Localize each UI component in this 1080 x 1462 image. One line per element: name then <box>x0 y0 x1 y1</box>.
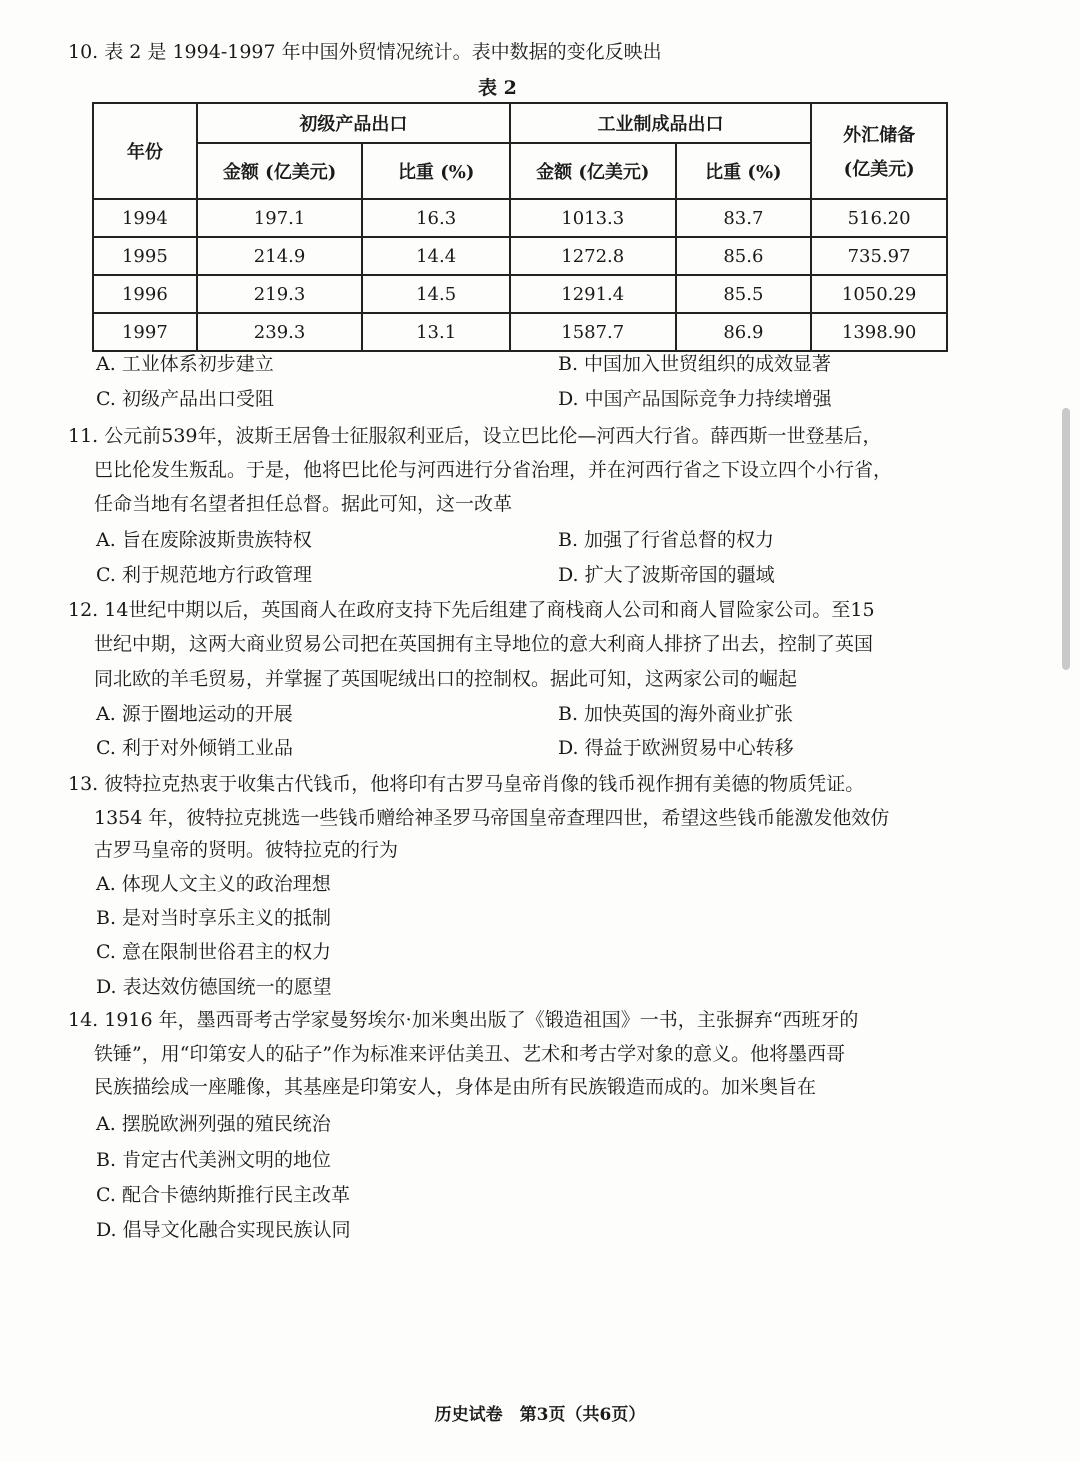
cell-manufactured-amount: 1291.4 <box>510 275 676 313</box>
q12-option-b: B. 加快英国的海外商业扩张 <box>558 703 794 725</box>
cell-primary-share: 14.5 <box>362 275 510 313</box>
header-forex-reserve <box>811 103 947 199</box>
cell-manufactured-share: 83.7 <box>676 199 812 237</box>
q13-option-c: C. 意在限制世俗君主的权力 <box>96 941 331 963</box>
q12-option-c: C. 利于对外倾销工业品 <box>96 737 293 759</box>
q10-option-c: C. 初级产品出口受阻 <box>96 388 274 410</box>
table-row <box>93 275 947 313</box>
cell-primary-amount: 214.9 <box>197 237 363 275</box>
cell-primary-amount: 219.3 <box>197 275 363 313</box>
cell-year: 1995 <box>93 237 197 275</box>
q14-option-c: C. 配合卡德纳斯推行民主改革 <box>96 1184 350 1206</box>
table-caption: 表 2 <box>478 77 517 99</box>
cell-year: 1997 <box>93 313 197 351</box>
cell-primary-share: 13.1 <box>362 313 510 351</box>
question-12-line2: 世纪中期，这两大商业贸易公司把在英国拥有主导地位的意大利商人排挤了出去，控制了英国 <box>94 633 874 655</box>
q10-option-b: B. 中国加入世贸组织的成效显著 <box>558 353 832 375</box>
table-row <box>93 237 947 275</box>
question-14-line2: 铁锤”，用“印第安人的砧子”作为标准来评估美丑、艺术和考古学对象的意义。他将墨西哥 <box>94 1043 846 1065</box>
cell-manufactured-share: 86.9 <box>676 313 812 351</box>
table-row <box>93 199 947 237</box>
page-footer: 历史试卷 第3页（共6页） <box>434 1405 646 1425</box>
q12-option-d: D. 得益于欧洲贸易中心转移 <box>558 737 794 759</box>
question-11-line3: 任命当地有名望者担任总督。据此可知，这一改革 <box>94 493 513 515</box>
q11-option-d: D. 扩大了波斯帝国的疆域 <box>558 564 775 586</box>
q12-option-a: A. 源于圈地运动的开展 <box>96 703 293 725</box>
cell-reserve: 1050.29 <box>811 275 947 313</box>
cell-year: 1996 <box>93 275 197 313</box>
header-primary-amount: 金额 (亿美元) <box>197 143 363 199</box>
cell-reserve: 1398.90 <box>811 313 947 351</box>
question-13-line2: 1354 年，彼特拉克挑选一些钱币赠给神圣罗马帝国皇帝查理四世，希望这些钱币能激发他效仿 <box>94 807 890 829</box>
cell-reserve: 735.97 <box>811 237 947 275</box>
header-manufactured-export: 工业制成品出口 <box>510 103 811 143</box>
scrollbar-thumb[interactable] <box>1062 408 1070 670</box>
question-14-line1: 14. 1916 年，墨西哥考古学家曼努埃尔·加米奥出版了《锻造祖国》一书，主张摒弃“西班牙的 <box>68 1009 859 1031</box>
question-13-line1: 13. 彼特拉克热衷于收集古代钱币，他将印有古罗马皇帝肖像的钱币视作拥有美德的物质凭证。 <box>68 773 865 795</box>
cell-manufactured-share: 85.5 <box>676 275 812 313</box>
q11-option-b: B. 加强了行省总督的权力 <box>558 529 775 551</box>
question-10-stem: 10. 表 2 是 1994-1997 年中国外贸情况统计。表中数据的变化反映出 <box>68 41 662 63</box>
header-primary-share: 比重 (%) <box>362 143 510 199</box>
header-forex-reserve-line2: (亿美元) <box>843 159 915 180</box>
cell-manufactured-amount: 1587.7 <box>510 313 676 351</box>
q13-option-a: A. 体现人文主义的政治理想 <box>96 873 331 895</box>
question-14-line3: 民族描绘成一座雕像，其基座是印第安人，身体是由所有民族锻造而成的。加米奥旨在 <box>94 1076 817 1098</box>
q10-option-d: D. 中国产品国际竞争力持续增强 <box>558 388 832 410</box>
cell-primary-amount: 239.3 <box>197 313 363 351</box>
q13-option-d: D. 表达效仿德国统一的愿望 <box>96 976 332 998</box>
cell-manufactured-amount: 1013.3 <box>510 199 676 237</box>
q11-option-c: C. 利于规范地方行政管理 <box>96 564 312 586</box>
question-13-line3: 古罗马皇帝的贤明。彼特拉克的行为 <box>94 839 399 861</box>
question-11-line1: 11. 公元前539年，波斯王居鲁士征服叙利亚后，设立巴比伦—河西大行省。薛西斯一世登基后， <box>68 425 882 447</box>
trade-table <box>92 102 948 352</box>
cell-primary-amount: 197.1 <box>197 199 363 237</box>
cell-reserve: 516.20 <box>811 199 947 237</box>
header-manufactured-share: 比重 (%) <box>676 143 812 199</box>
header-year: 年份 <box>93 103 197 199</box>
q11-option-a: A. 旨在废除波斯贵族特权 <box>96 529 312 551</box>
cell-year: 1994 <box>93 199 197 237</box>
question-11-line2: 巴比伦发生叛乱。于是，他将巴比伦与河西进行分省治理，并在河西行省之下设立四个小行省， <box>94 459 893 481</box>
cell-primary-share: 16.3 <box>362 199 510 237</box>
q14-option-a: A. 摆脱欧洲列强的殖民统治 <box>96 1113 331 1135</box>
header-primary-export: 初级产品出口 <box>197 103 510 143</box>
header-manufactured-amount: 金额 (亿美元) <box>510 143 676 199</box>
q13-option-b: B. 是对当时享乐主义的抵制 <box>96 907 332 929</box>
cell-primary-share: 14.4 <box>362 237 510 275</box>
question-12-line3: 同北欧的羊毛贸易，并掌握了英国呢绒出口的控制权。据此可知，这两家公司的崛起 <box>94 668 798 690</box>
q10-option-a: A. 工业体系初步建立 <box>96 353 274 375</box>
cell-manufactured-amount: 1272.8 <box>510 237 676 275</box>
header-forex-reserve-line1: 外汇储备 <box>843 125 916 146</box>
question-12-line1: 12. 14世纪中期以后，英国商人在政府支持下先后组建了商栈商人公司和商人冒险家公司。至15 <box>68 599 875 621</box>
table-row <box>93 313 947 351</box>
cell-manufactured-share: 85.6 <box>676 237 812 275</box>
q14-option-b: B. 肯定古代美洲文明的地位 <box>96 1149 332 1171</box>
q14-option-d: D. 倡导文化融合实现民族认同 <box>96 1219 351 1241</box>
